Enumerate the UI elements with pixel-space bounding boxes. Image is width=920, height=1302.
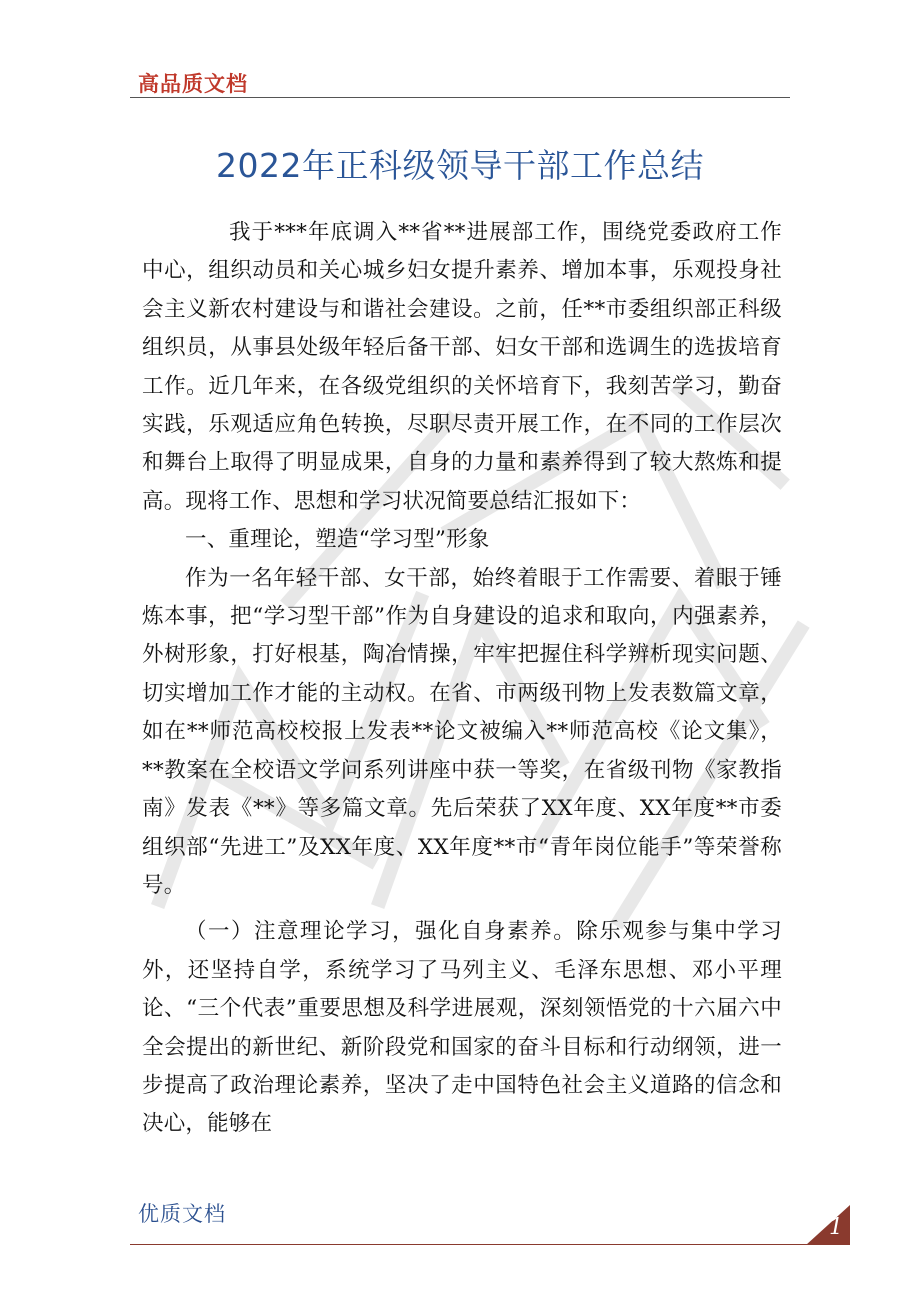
- paragraph-section-one: 作为一名年轻干部、女干部，始终着眼于工作需要、着眼于锤炼本事，把“学习型干部”作为自身建设的追求和取向，内强素养，外树形象，打好根基，陶冶情操，牢牢把握住科学辨析现实问题、切实增加工作才能的主动权。在省、市两级刊物上发表数篇文章，如在**师范高校校报上发表**论文被编入**师范高校《论文集》，**教案在全校语文学问系列讲座中获一等奖，在省级刊物《家教指南》发表《**》等多篇文章。先后荣获了XX年度、XX年度**市委组织部“先进工”及XX年度、XX年度**市“青年岗位能手”等荣誉称号。: [142, 565, 782, 898]
- header-divider: [130, 97, 790, 98]
- footer-brand: 优质文档: [138, 1202, 226, 1226]
- document-body: [142, 214, 782, 1144]
- paragraph-subsection-one: （一）注意理论学习，强化自身素养。除乐观参与集中学习外，还坚持自学，系统学习了马列主义、毛泽东思想、邓小平理论、“三个代表”重要思想及科学进展观，深刻领悟党的十六届六中全会提出的新世纪、新阶段党和国家的奋斗目标和行动纲领，进一步提高了政治理论素养，坚决了走中国特色社会主义道路的信念和决心，能够在: [142, 919, 782, 1137]
- document-title: 2022年正科级领导干部工作总结: [216, 146, 704, 185]
- page-number: 1: [829, 1215, 843, 1240]
- paragraph-intro: 我于***年底调入**省**进展部工作，围绕党委政府工作中心，组织动员和关心城乡妇女提升素养、增加本事，乐观投身社会主义新农村建设与和谐社会建设。之前，任**市委组织部正科级组织员，从事县处级年轻后备干部、妇女干部和选调生的选拔培育工作。近几年来，在各级党组织的关怀培育下，我刻苦学习，勤奋实践，乐观适应角色转换，尽职尽责开展工作，在不同的工作层次和舞台上取得了明显成果，自身的力量和素养得到了较大熬炼和提高。现将工作、思想和学习状况简要总结汇报如下：: [142, 220, 782, 514]
- header-brand: 高品质文档: [138, 72, 248, 96]
- section-heading: 一、重理论，塑造“学习型”形象: [185, 527, 490, 553]
- footer-divider: [130, 1244, 850, 1245]
